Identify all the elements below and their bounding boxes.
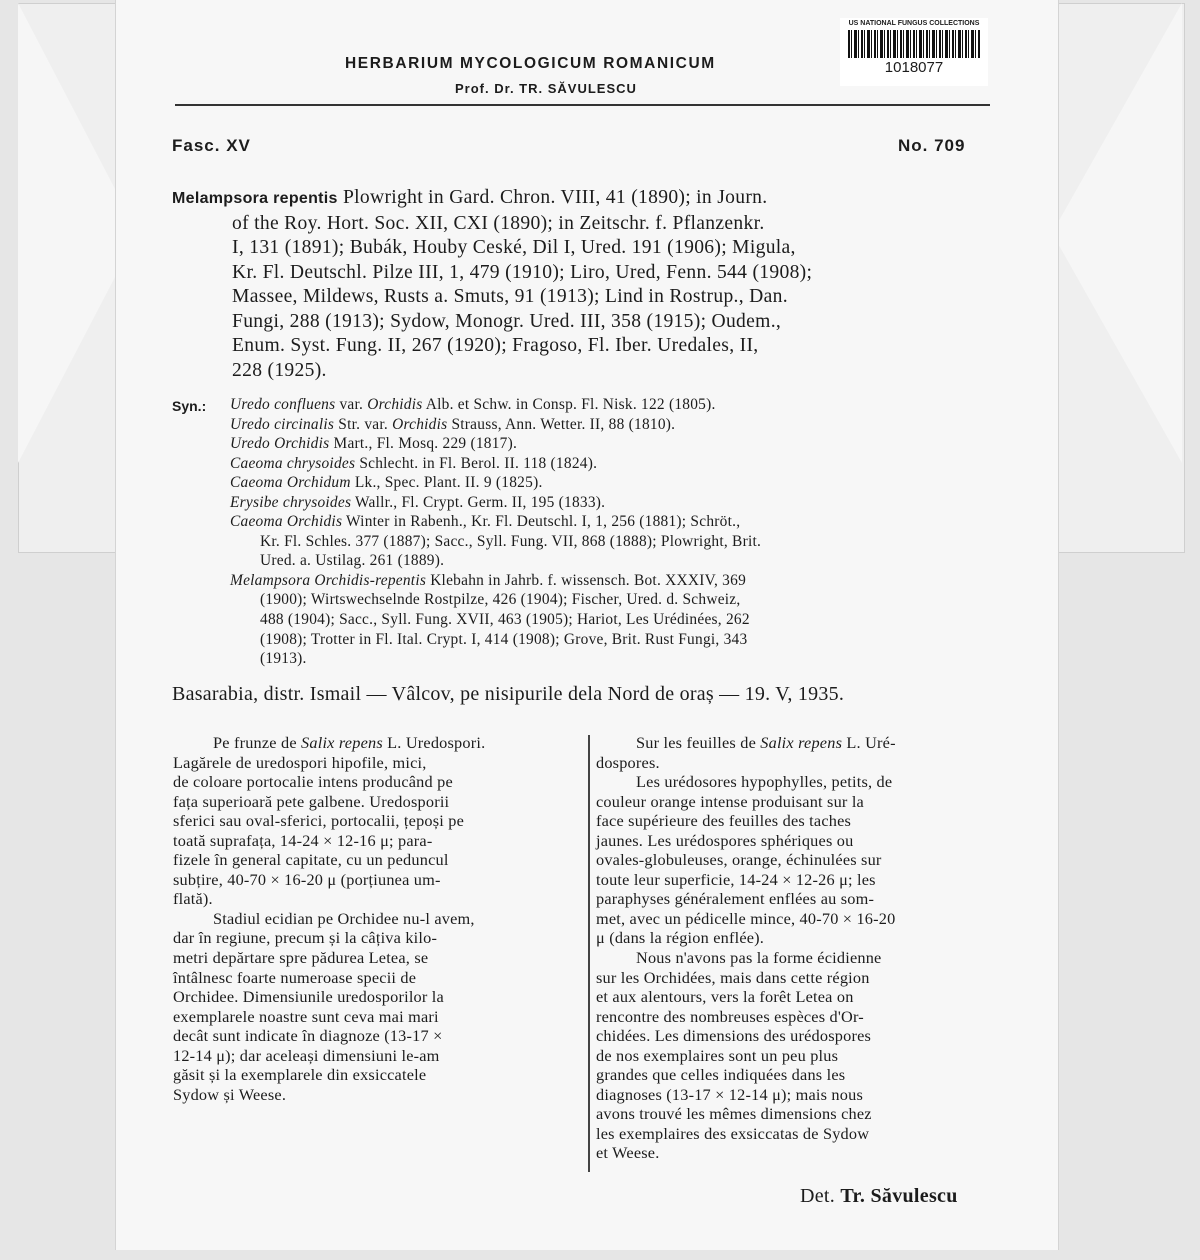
synonym-line: Melampsora Orchidis-repentis Klebahn in Jahrb. f. wissensch. Bot. XXXIV, 369 [230, 571, 747, 589]
text-line: decât sunt indicate în diagnoze (13-17 × [173, 1026, 443, 1046]
text-line: sur les Orchidées, mais dans cette région [596, 967, 870, 987]
determiner-line [800, 1185, 958, 1208]
barcode-icon [848, 30, 980, 58]
reference-line: Fungi, 288 (1913); Sydow, Monogr. Ured. III, 358 (1915); Oudem., [232, 310, 782, 332]
text-line: subțire, 40-70 × 16-20 μ (porțiunea um- [173, 869, 441, 889]
synonym-line: 488 (1904); Sacc., Syll. Fung. XVII, 463 (1905); Hariot, Les Urédinées, 262 [260, 611, 750, 629]
reference-line: of the Roy. Hort. Soc. XII, CXI (1890); in Zeitschr. f. Pflanzenkr. [232, 212, 765, 234]
text-line: 12-14 μ); dar aceleași dimensiuni le-am [173, 1045, 440, 1065]
text-line: ovales-globuleuses, orange, échinulées sur [596, 850, 882, 870]
herbarium-title: HERBARIUM MYCOLOGICUM ROMANICUM [345, 55, 716, 72]
text-line: metri depărtare spre pădurea Letea, se [173, 948, 429, 968]
text-line: couleur orange intense produisant sur la [596, 791, 864, 811]
barcode-label [840, 18, 988, 86]
text-line: avons trouvé les mêmes dimensions chez [596, 1104, 872, 1124]
column-divider [588, 735, 590, 1172]
text-line: Pe frunze de Salix repens L. Uredospori. [213, 733, 486, 752]
collection-locality: Basarabia, distr. Ismail — Vâlcov, pe nisipurile dela Nord de oraș — 19. V, 1935. [172, 683, 845, 705]
text-line: Stadiul ecidian pe Orchidee nu-l avem, [213, 908, 475, 928]
main-reference [172, 186, 998, 383]
synonym-line: Caeoma Orchidum Lk., Spec. Plant. II. 9 (1825). [230, 474, 543, 492]
text-line: găsit și la exemplarele din exsiccatele [173, 1065, 427, 1085]
herbarium-subtitle: Prof. Dr. TR. SĂVULESCU [455, 81, 637, 96]
text-line: toată suprafața, 14-24 × 12-16 μ; para- [173, 830, 433, 850]
header-rule [175, 104, 990, 106]
text-line: dospores. [596, 752, 660, 772]
text-line: diagnoses (13-17 × 12-14 μ); mais nous [596, 1084, 863, 1104]
synonym-line: (1908); Trotter in Fl. Ital. Crypt. I, 414 (1908); Grove, Brit. Rust Fungi, 343 [260, 630, 748, 648]
synonym-line: Uredo circinalis Str. var. Orchidis Strauss, Ann. Wetter. II, 88 (1810). [230, 415, 676, 433]
envelope-flap-right [1052, 3, 1182, 463]
fascicle-label: Fasc. XV [172, 136, 251, 155]
text-line: et Weese. [596, 1143, 660, 1163]
reference-line: I, 131 (1891); Bubák, Houby Ceské, Dil I, Ured. 191 (1906); Migula, [232, 237, 796, 258]
text-line: exemplarele noastre sunt ceva mai mari [173, 1006, 439, 1026]
determiner-name: Tr. Săvulescu [840, 1185, 958, 1207]
institution-label: US NATIONAL FUNGUS COLLECTIONS [848, 20, 980, 27]
text-line: de nos exemplaires sont un peu plus [596, 1045, 839, 1065]
reference-line: Enum. Syst. Fung. II, 267 (1920); Fragoso, Fl. Iber. Uredales, II, [232, 335, 759, 356]
text-line: met, avec un pédicelle mince, 40-70 × 16-20 [596, 908, 896, 928]
text-line: Nous n'avons pas la forme écidienne [636, 948, 882, 968]
text-line: flată). [173, 889, 213, 909]
french-description [596, 733, 1006, 1163]
text-line: dar în regiune, precum și la câțiva kilo- [173, 928, 438, 948]
specimen-number: No. 709 [898, 136, 966, 155]
synonym-line: Kr. Fl. Schles. 377 (1887); Sacc., Syll. Fung. VII, 868 (1888); Plowright, Brit. [260, 532, 762, 550]
text-line: paraphyses généralement enflées au som- [596, 889, 875, 909]
reference-line: Melampsora repentis Plowright in Gard. Chron. VIII, 41 (1890); in Journ. [172, 187, 768, 208]
text-line: Les urédosores hypophylles, petits, de [636, 772, 893, 792]
text-line: jaunes. Les urédospores sphériques ou [596, 830, 854, 850]
determiner-prefix: Det. [800, 1185, 836, 1207]
synonym-line: Ured. a. Ustilag. 261 (1889). [260, 552, 445, 570]
reference-line: 228 (1925). [232, 359, 327, 381]
text-line: Sur les feuilles de Salix repens L. Uré- [636, 733, 896, 752]
synonym-line: (1900); Wirtswechselnde Rostpilze, 426 (1904); Fischer, Ured. d. Schweiz, [260, 591, 741, 609]
synonym-line: Caeoma chrysoides Schlecht. in Fl. Berol. II. 118 (1824). [230, 454, 598, 472]
synonym-line: Erysibe chrysoides Wallr., Fl. Crypt. Germ. II, 195 (1833). [230, 493, 606, 511]
barcode-number: 1018077 [884, 59, 944, 76]
text-line: et aux alentours, vers la forêt Letea on [596, 987, 854, 1007]
text-line: sferici sau oval-sferici, portocalii, țepoși pe [173, 811, 465, 831]
synonym-line: Uredo confluens var. Orchidis Alb. et Schw. in Consp. Fl. Nisk. 122 (1805). [230, 396, 716, 413]
reference-line: Kr. Fl. Deutschl. Pilze III, 1, 479 (1910); Liro, Ured, Fenn. 544 (1908); [232, 261, 813, 283]
text-line: Sydow și Weese. [173, 1084, 287, 1104]
text-line: grandes que celles indiquées dans les [596, 1065, 846, 1085]
text-line: Lagărele de uredospori hipofile, mici, [173, 752, 427, 772]
text-line: de coloare portocalie intens producând pe [173, 772, 453, 792]
text-line: Orchidee. Dimensiunile uredosporilor la [173, 987, 444, 1007]
text-line: rencontre des nombreuses espèces d'Or- [596, 1006, 864, 1026]
synonyms-list [230, 395, 1000, 669]
text-line: face supérieure des feuilles des taches [596, 811, 852, 831]
text-line: întâlnesc foarte numeroase specii de [173, 967, 417, 987]
synonym-line: Caeoma Orchidis Winter in Rabenh., Kr. Fl. Deutschl. I, 1, 256 (1881); Schröt., [230, 513, 741, 531]
text-line: fața superioară pete galbene. Uredosporii [173, 791, 450, 811]
text-line: chidées. Les dimensions des urédospores [596, 1026, 872, 1046]
text-line: μ (dans la région enflée). [596, 928, 765, 948]
romanian-description [173, 733, 561, 1104]
species-name: Melampsora repentis [172, 190, 338, 207]
synonym-line: (1913). [260, 650, 307, 668]
synonyms-label: Syn.: [172, 398, 207, 414]
text-line: toute leur superficie, 14-24 × 12-26 μ; les [596, 869, 876, 889]
synonym-line: Uredo Orchidis Mart., Fl. Mosq. 229 (1817). [230, 435, 518, 453]
text-line: fizele în general capitate, cu un peduncul [173, 850, 449, 870]
text-line: les exemplaires des exsiccatas de Sydow [596, 1123, 870, 1143]
reference-line: Massee, Mildews, Rusts a. Smuts, 91 (1913); Lind in Rostrup., Dan. [232, 286, 788, 307]
